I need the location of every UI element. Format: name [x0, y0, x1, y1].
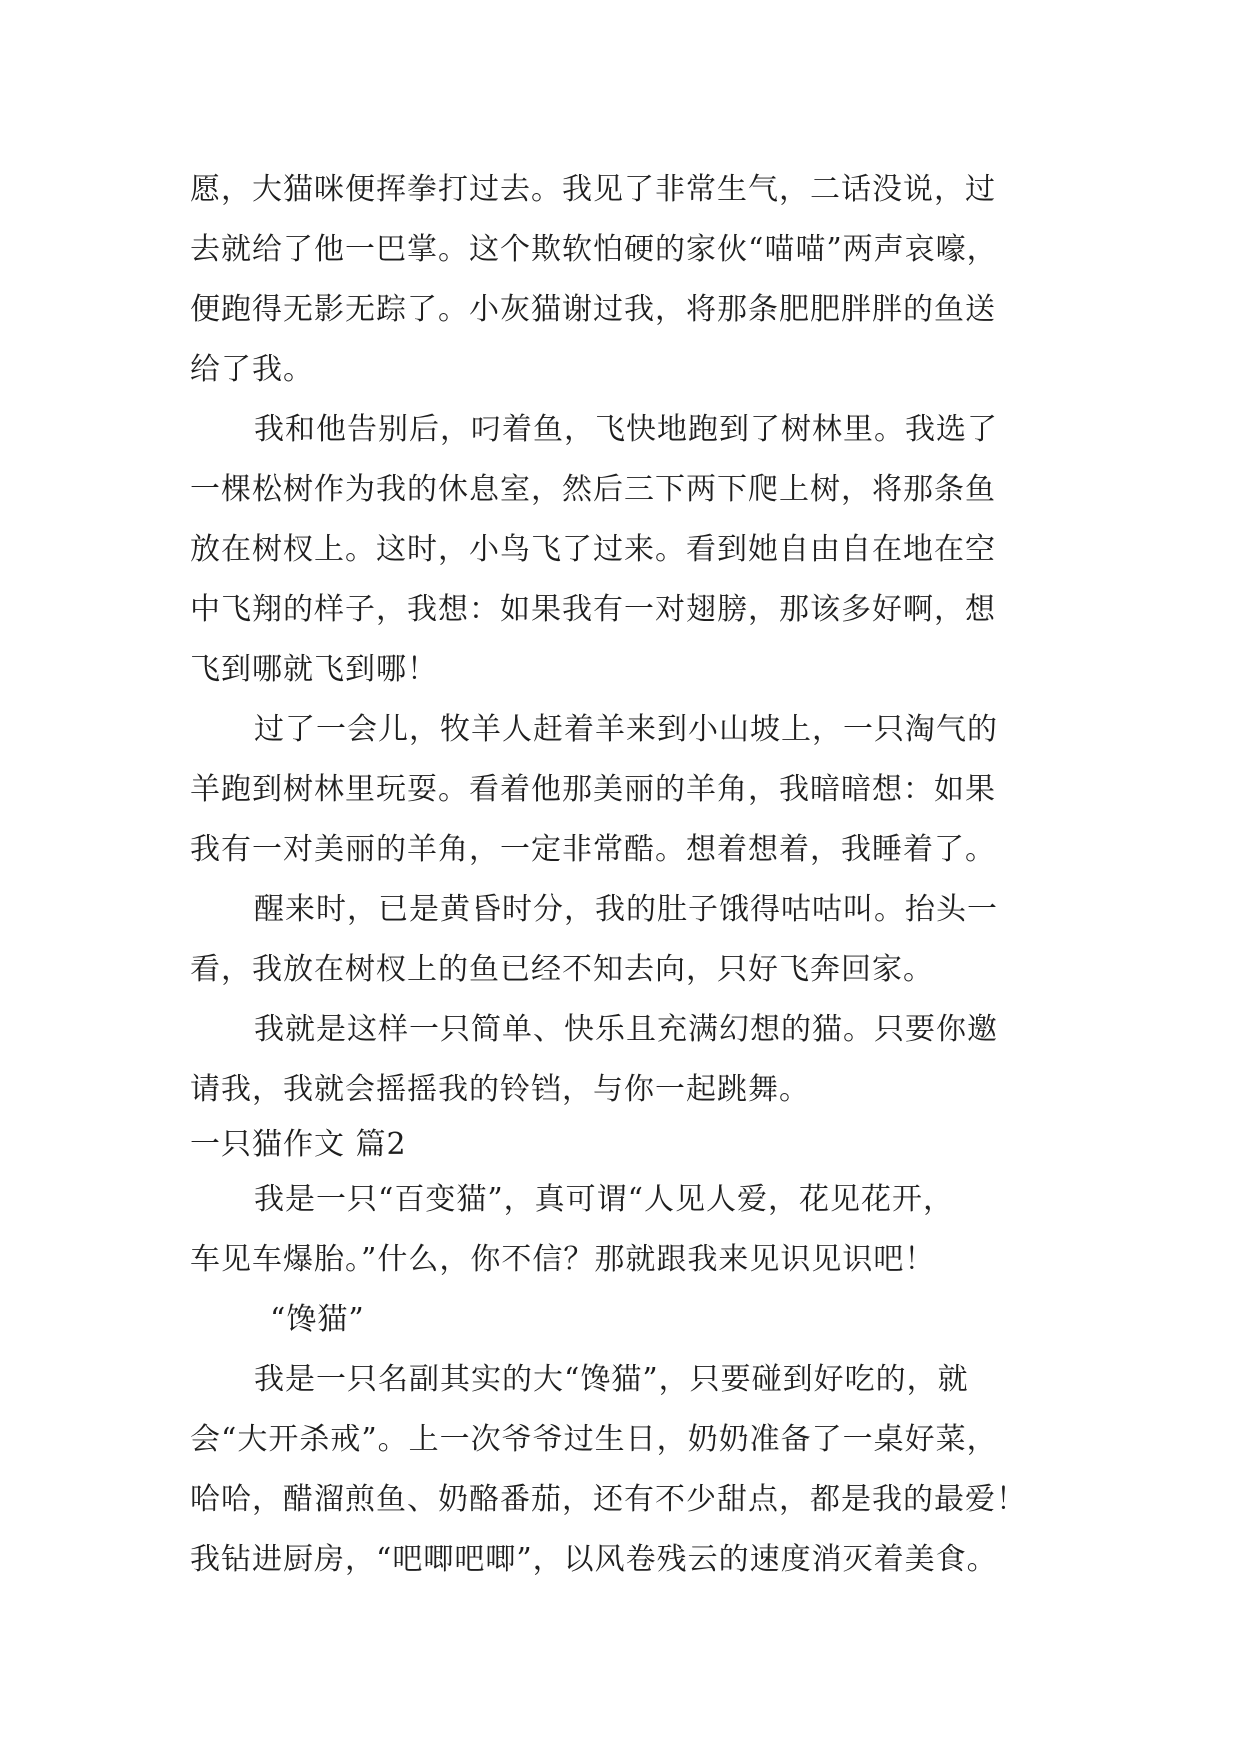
text-line: 一棵松树作为我的休息室，然后三下两下爬上树，将那条鱼: [190, 472, 996, 507]
text-line: 给了我。: [190, 352, 314, 387]
paragraph-start-line: 我是一只名副其实的大“馋猫”，只要碰到好吃的，就: [254, 1362, 969, 1397]
section-heading: 一只猫作文 篇2: [190, 1127, 407, 1162]
paragraph-start-line: 过了一会儿，牧羊人赶着羊来到小山坡上，一只淘气的: [254, 712, 998, 747]
text-line: 愿，大猫咪便挥拳打过去。我见了非常生气，二话没说，过: [190, 172, 996, 207]
text-line: 看，我放在树杈上的鱼已经不知去向，只好飞奔回家。: [190, 952, 934, 987]
text-line: 放在树杈上。这时，小鸟飞了过来。看到她自由自在地在空: [190, 532, 996, 567]
document-body: [190, 160, 1070, 1590]
text-line: 我有一对美丽的羊角，一定非常酷。想着想着，我睡着了。: [190, 832, 996, 867]
text-line: 我钻进厨房，“吧唧吧唧”，以风卷残云的速度消灭着美食。: [190, 1542, 998, 1577]
text-line: 羊跑到树林里玩耍。看着他那美丽的羊角，我暗暗想：如果: [190, 772, 996, 807]
text-line: 中飞翔的样子，我想：如果我有一对翅膀，那该多好啊，想: [190, 592, 996, 627]
subsection-title: “馋猫”: [270, 1302, 365, 1337]
text-line: 去就给了他一巴掌。这个欺软怕硬的家伙“喵喵”两声哀嚎，: [190, 232, 998, 267]
paragraph-start-line: 醒来时，已是黄昏时分，我的肚子饿得咕咕叫。抬头一: [254, 892, 998, 927]
text-line: 飞到哪就飞到哪！: [190, 652, 438, 687]
text-line: 车见车爆胎。”什么，你不信？那就跟我来见识见识吧！: [190, 1242, 936, 1277]
text-line: 请我，我就会摇摇我的铃铛，与你一起跳舞。: [190, 1072, 810, 1107]
text-line: 会“大开杀戒”。上一次爷爷过生日，奶奶准备了一桌好菜，: [190, 1422, 998, 1457]
paragraph-start-line: 我是一只“百变猫”，真可谓“人见人爱，花见花开，: [254, 1182, 955, 1217]
text-line: 哈哈，醋溜煎鱼、奶酪番茄，还有不少甜点，都是我的最爱！: [190, 1482, 1027, 1517]
text-line: 便跑得无影无踪了。小灰猫谢过我，将那条肥肥胖胖的鱼送: [190, 292, 996, 327]
paragraph-start-line: 我就是这样一只简单、快乐且充满幻想的猫。只要你邀: [254, 1012, 998, 1047]
paragraph-start-line: 我和他告别后，叼着鱼，飞快地跑到了树林里。我选了: [254, 412, 998, 447]
